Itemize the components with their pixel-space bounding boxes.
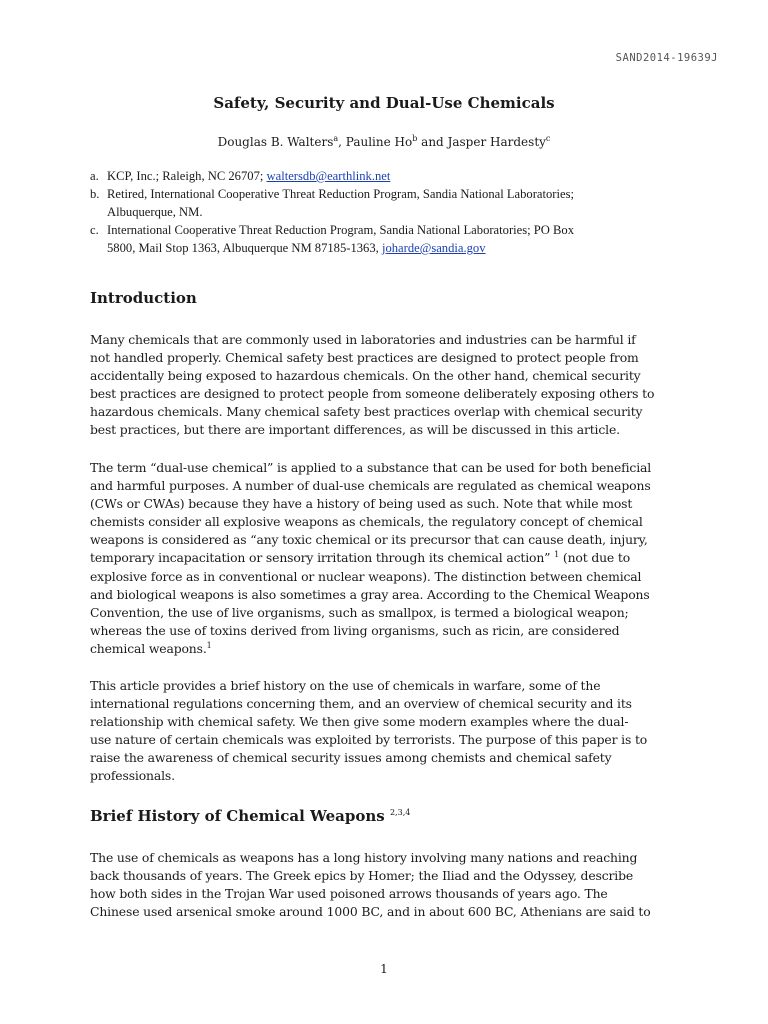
paragraph: Many chemicals that are commonly used in laboratories and industries can be harmful if not handled properly. Chemical safety best practices are designed to protect people from accidentally being exposed to hazardous chemicals. On the other hand, chemical security best practices are designed to protect people from someone deliberately exposing others to hazardous chemicals. Many chemical safety best practices overlap with chemical security best practices, but there are important differences, as will be discussed in this article. bbox=[90, 332, 655, 438]
affiliation-item: b. Retired, International Cooperative Threat Reduction Program, Sandia National Laboratories; Albuquerque, NM. bbox=[90, 187, 574, 219]
section-heading-introduction: Introduction bbox=[90, 289, 197, 307]
affiliation-superscript: b bbox=[412, 134, 418, 143]
email-link[interactable]: waltersdb@earthlink.net bbox=[266, 169, 391, 183]
report-number: SAND2014-19639J bbox=[615, 52, 718, 64]
paper-title: Safety, Security and Dual-Use Chemicals bbox=[213, 94, 555, 112]
affiliation-superscript: c bbox=[545, 134, 551, 143]
author-name: Pauline Ho bbox=[345, 135, 413, 149]
paragraph: This article provides a brief history on the use of chemicals in warfare, some of the international regulations concerning them, and an overview of chemical security and its relationship with chemical safety. We then give some modern examples where the dual- use nature of certain chemicals was exploited by terrorists. The purpose of this paper is to raise the awareness of chemical security issues among chemists and chemical safety professionals. bbox=[90, 678, 648, 784]
author-name: Douglas B. Walters bbox=[217, 135, 334, 149]
author-list: Douglas B. Walters$^a$, Pauline Ho$^b$ and Jasper Hardesty$^c$ bbox=[217, 134, 551, 149]
citation-ref: 1 bbox=[206, 640, 212, 650]
paragraph: The term “dual-use chemical” is applied to a substance that can be used for both beneficial and harmful purposes. A number of dual-use chemicals are regulated as chemical weapons (CWs or CWAs) because they have a history of being used as such. Note that while most chemists consider all explosive weapons as chemicals, the regulatory concept of chemical weapons is considered as “any toxic chemical or its precursor that can cause death, injury, temporary incapacitation or sensory irritation through its chemical action” $^1$ (not due to explosive force as in conventional or nuclear weapons). The distinction between chemical and biological weapons is also sometimes a gray area. According to the Chemical Weapons Convention, the use of live organisms, such as smallpox, is termed a biological weapon; whereas the use of toxins derived from living organisms, such as ricin, are considered chemical weapons.$^1$ bbox=[90, 460, 652, 656]
affiliation-list bbox=[90, 167, 690, 257]
author-name: Jasper Hardesty bbox=[447, 135, 546, 149]
citation-ref: 2,3,4 bbox=[389, 808, 411, 817]
affiliation-superscript: a bbox=[333, 134, 339, 143]
section-heading-history: Brief History of Chemical Weapons $^{2,3,4}$ bbox=[90, 807, 411, 825]
citation-ref: 1 bbox=[554, 550, 560, 560]
paragraph: The use of chemicals as weapons has a long history involving many nations and reaching back thousands of years. The Greek epics by Homer; the Iliad and the Odyssey, describe how both sides in the Trojan War used poisoned arrows thousands of years ago. The Chinese used arsenical smoke around 1000 BC, and in about 600 BC, Athenians are said to bbox=[90, 850, 651, 920]
page-number: 1 bbox=[380, 962, 388, 976]
affiliation-item: a. KCP, Inc.; Raleigh, NC 26707; waltersdb@earthlink.net bbox=[90, 169, 391, 183]
affiliation-item: c. International Cooperative Threat Reduction Program, Sandia National Laboratories; PO Box 5800, Mail Stop 1363, Albuquerque NM 87185-1363, joharde@sandia.gov bbox=[90, 223, 575, 255]
email-link[interactable]: joharde@sandia.gov bbox=[381, 241, 486, 255]
